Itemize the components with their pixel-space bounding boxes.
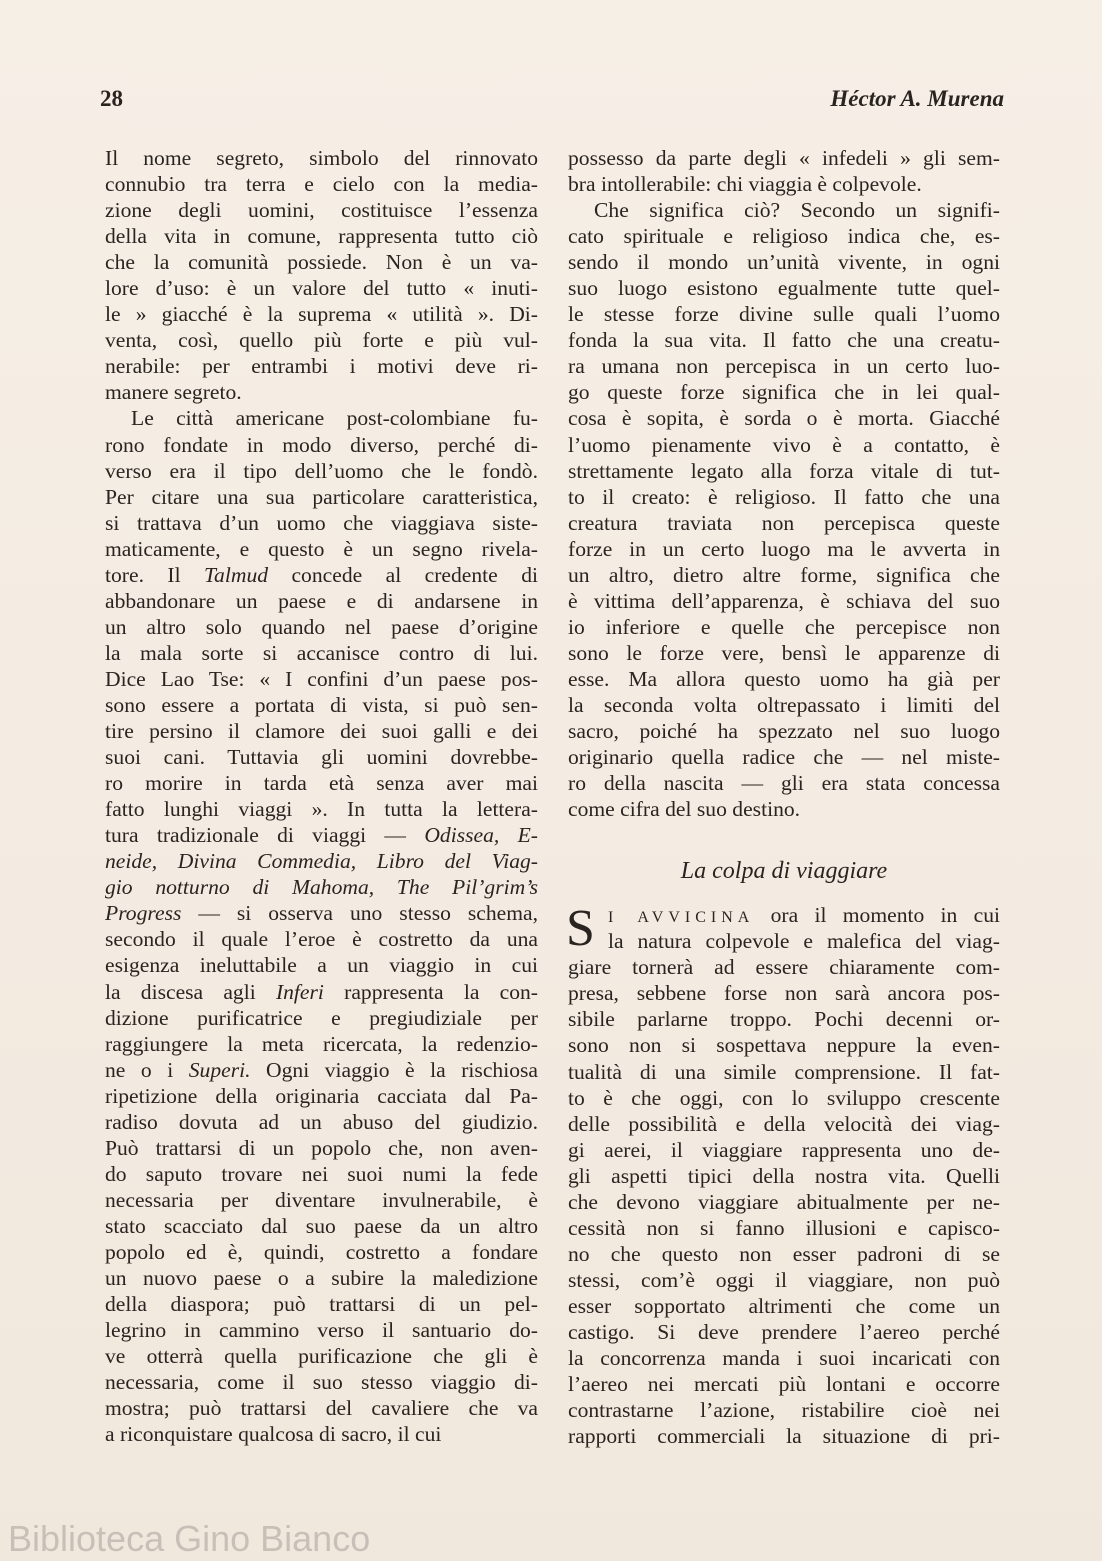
text-line: la discesa agli Inferi rappresenta la con- bbox=[105, 979, 538, 1004]
text-line: esser sopportato altrimenti che come un bbox=[568, 1293, 1000, 1318]
page-number: 28 bbox=[100, 86, 123, 111]
text-line: della diaspora; può trattarsi di un pel- bbox=[105, 1292, 538, 1317]
text-line: tire persino il clamore dei suoi galli e dei bbox=[105, 719, 538, 744]
text-line: giare tornerà ad essere chiaramente com- bbox=[568, 955, 1000, 980]
left-column bbox=[105, 145, 538, 1447]
text-line: io inferiore e quelle che percepisce non bbox=[568, 614, 1000, 639]
text-line: nerabile: per entrambi i motivi deve ri- bbox=[105, 354, 538, 379]
text-line: un altro solo quando nel paese d’origine bbox=[105, 614, 538, 639]
text-line: dizione purificatrice e pregiudiziale per bbox=[105, 1005, 538, 1030]
text-line: legrino in cammino verso il santuario do- bbox=[105, 1318, 538, 1343]
text-line: Progress — si osserva uno stesso schema, bbox=[105, 901, 538, 926]
text-line: un nuovo paese o a subire la maledizione bbox=[105, 1266, 538, 1291]
text-line: fonda la sua vita. Il fatto che una creatu- bbox=[568, 328, 1000, 353]
text-line: un altro, dietro altre forme, significa che bbox=[568, 562, 1000, 587]
text-line: contrastarne l’azione, ristabilire cioè nei bbox=[568, 1398, 1000, 1423]
text-line: ro della nascita — gli era stata concessa bbox=[568, 771, 1000, 796]
text-line: gio notturno di Mahoma, The Pil’grim’s bbox=[105, 875, 538, 900]
text-line bbox=[568, 902, 1000, 928]
text-line: sono essere a portata di vista, si può sen- bbox=[105, 692, 538, 717]
text-line: ripetizione della originaria cacciata dal Pa- bbox=[105, 1083, 538, 1108]
text-line: è vittima dell’apparenza, è schiava del suo bbox=[568, 588, 1000, 613]
text-line: popolo ed è, quindi, costretto a fondare bbox=[105, 1239, 538, 1264]
smallcaps-lead: I AVVICINA bbox=[608, 909, 755, 927]
text-line: creatura traviata non percepisca queste bbox=[568, 510, 1000, 535]
text-line: bra intollerabile: chi viaggia è colpevole. bbox=[568, 172, 922, 197]
text-line: che la comunità possiede. Non è un va- bbox=[105, 250, 538, 275]
text-line: stato scacciato dal suo paese da un altro bbox=[105, 1213, 538, 1238]
text-line: lore d’uso: è un valore del tutto « inuti- bbox=[105, 276, 538, 301]
text-line: neide, Divina Commedia, Libro del Viag- bbox=[105, 849, 538, 874]
text-line: Che significa ciò? Secondo un signifi- bbox=[594, 198, 1000, 223]
text-line: Le città americane post-colombiane fu- bbox=[131, 406, 538, 431]
text-line: verso era il tipo dell’uomo che le fondò. bbox=[105, 458, 538, 483]
text-line: gli aspetti tipici della nostra vita. Quelli bbox=[568, 1163, 1000, 1188]
text-line: radiso dovuta ad un abuso del giudizio. bbox=[105, 1109, 538, 1134]
text-line: la concorrenza manda i suoi incaricati con bbox=[568, 1346, 1000, 1371]
text-line: ra umana non percepisca in un certo luo- bbox=[568, 354, 1000, 379]
text-line: necessaria per diventare invulnerabile, è bbox=[105, 1187, 538, 1212]
text-line: zione degli uomini, costituisce l’essenza bbox=[105, 198, 538, 223]
text-line: ve otterrà quella purificazione che gli è bbox=[105, 1344, 538, 1369]
text-line: maticamente, e questo è un segno rivela- bbox=[105, 536, 538, 561]
text-line: sono le forze vere, bensì le apparenze di bbox=[568, 640, 1000, 665]
section-body bbox=[568, 902, 1000, 1449]
text-line: manere segreto. bbox=[105, 380, 242, 405]
running-head bbox=[100, 86, 1004, 120]
text-line: cosa è sopita, è sorda o è morta. Giacché bbox=[568, 406, 1000, 431]
text-line: strettamente legato alla forza vitale di tut- bbox=[568, 458, 1000, 483]
text-line: suo luogo esistono egualmente tutte quel- bbox=[568, 276, 1000, 301]
text-line: tualità di una simile comprensione. Il fat- bbox=[568, 1059, 1000, 1084]
text-line: sacro, poiché ha spezzato nel suo luogo bbox=[568, 719, 1000, 744]
text-line: castigo. Si deve prendere l’aereo perché bbox=[568, 1319, 1000, 1344]
text-line: Può trattarsi di un popolo che, non aven- bbox=[105, 1135, 538, 1160]
text-line: si trattava d’un uomo che viaggiava siste- bbox=[105, 510, 538, 535]
text-line: la natura colpevole e malefica del viag- bbox=[608, 929, 1000, 954]
text-line: fatto lunghi viaggi ». In tutta la lettera- bbox=[105, 797, 538, 822]
text-line: venta, così, quello più forte e più vul- bbox=[105, 328, 538, 353]
text-line: tore. Il Talmud concede al credente di bbox=[105, 562, 538, 587]
text-line: ro morire in tarda età senza aver mai bbox=[105, 771, 538, 796]
text-line: mostra; può trattarsi del cavaliere che va bbox=[105, 1396, 538, 1421]
text-line: forze in un certo luogo ma le avverta in bbox=[568, 536, 1000, 561]
text-line: l’aereo nei mercati più lontani e occorre bbox=[568, 1372, 1000, 1397]
text-line: Dice Lao Tse: « I confini d’un paese pos- bbox=[105, 666, 538, 691]
text-line: no che questo non esser padroni di se bbox=[568, 1241, 1000, 1266]
text-line: gi aerei, il viaggiare rappresenta uno de- bbox=[568, 1137, 1000, 1162]
text-line: ne o i Superi. Ogni viaggio è la rischiosa bbox=[105, 1057, 538, 1082]
text-line: possesso da parte degli « infedeli » gli sem- bbox=[568, 146, 1000, 170]
text-line: go queste forze significa che in lei qual- bbox=[568, 380, 1000, 405]
text-line: della vita in comune, rappresenta tutto ciò bbox=[105, 224, 538, 249]
text-line: secondo il quale l’eroe è costretto da una bbox=[105, 927, 538, 952]
text-line: cessità non si fanno illusioni e capisco- bbox=[568, 1215, 1000, 1240]
text-line: esse. Ma allora questo uomo ha già per bbox=[568, 666, 1000, 691]
text-line: Il nome segreto, simbolo del rinnovato bbox=[105, 146, 538, 170]
text-line: raggiungere la meta ricercata, la redenzio- bbox=[105, 1031, 538, 1056]
text-line: la seconda volta oltrepassato i limiti del bbox=[568, 692, 1000, 717]
text-line: la mala sorte si accanisce contro di lui. bbox=[105, 640, 538, 665]
text-line: come cifra del suo destino. bbox=[568, 797, 801, 822]
text-line: presa, sebbene forse non sarà ancora pos- bbox=[568, 981, 1000, 1006]
text-line: connubio tra terra e cielo con la media- bbox=[105, 172, 538, 197]
text-line: sendo il mondo un’unità vivente, in ogni bbox=[568, 250, 1000, 275]
text-line: rapporti commerciali la situazione di pri- bbox=[568, 1424, 1000, 1449]
text-line: stessi, com’è oggi il viaggiare, non può bbox=[568, 1267, 1000, 1292]
text-line: le » giacché è la suprema « utilità ». Di- bbox=[105, 302, 538, 327]
text-line: necessaria, come il suo stesso viaggio di- bbox=[105, 1370, 538, 1395]
text-line: sono non si sospettava neppure la even- bbox=[568, 1033, 1000, 1058]
text-line: originario quella radice che — nel miste- bbox=[568, 745, 1000, 770]
text-line: Per citare una sua particolare caratteristica, bbox=[105, 484, 538, 509]
text-line: rono fondate in modo diverso, perché di- bbox=[105, 432, 538, 457]
text-line: sibile parlarne troppo. Pochi decenni or- bbox=[568, 1007, 1000, 1032]
drop-cap: S bbox=[566, 900, 595, 958]
library-watermark: Biblioteca Gino Bianco bbox=[8, 1518, 371, 1559]
text-line: abbandonare un paese e di andarsene in bbox=[105, 588, 538, 613]
text-line: to è che oggi, con lo sviluppo crescente bbox=[568, 1085, 1000, 1110]
right-column-paragraphs bbox=[568, 145, 1000, 822]
text-line: le stesse forze divine sulle quali l’uomo bbox=[568, 302, 1000, 327]
text-line: esigenza ineluttabile a un viaggio in cui bbox=[105, 953, 538, 978]
text-line: to il creato: è religioso. Il fatto che una bbox=[568, 484, 1000, 509]
text-line: a riconquistare qualcosa di sacro, il cui bbox=[105, 1422, 442, 1447]
text-line: do saputo trovare nei suoi numi la fede bbox=[105, 1161, 538, 1186]
running-head-author: Héctor A. Murena bbox=[830, 86, 1004, 111]
text-line: suoi cani. Tuttavia gli uomini dovrebbe- bbox=[105, 745, 538, 770]
right-column bbox=[568, 145, 1000, 1449]
text-line: tura tradizionale di viaggi — Odissea, E- bbox=[105, 823, 538, 848]
text-line: che devono viaggiare abitualmente per ne- bbox=[568, 1189, 1000, 1214]
text-line: cato spirituale e religioso indica che, es- bbox=[568, 224, 1000, 249]
first-line-text: ora il momento in cui bbox=[754, 903, 1001, 928]
text-line: delle possibilità e della velocità dei viag- bbox=[568, 1111, 1000, 1136]
text-line: l’uomo pienamente vivo è a contatto, è bbox=[568, 432, 1000, 457]
section-heading: La colpa di viaggiare bbox=[680, 858, 888, 885]
